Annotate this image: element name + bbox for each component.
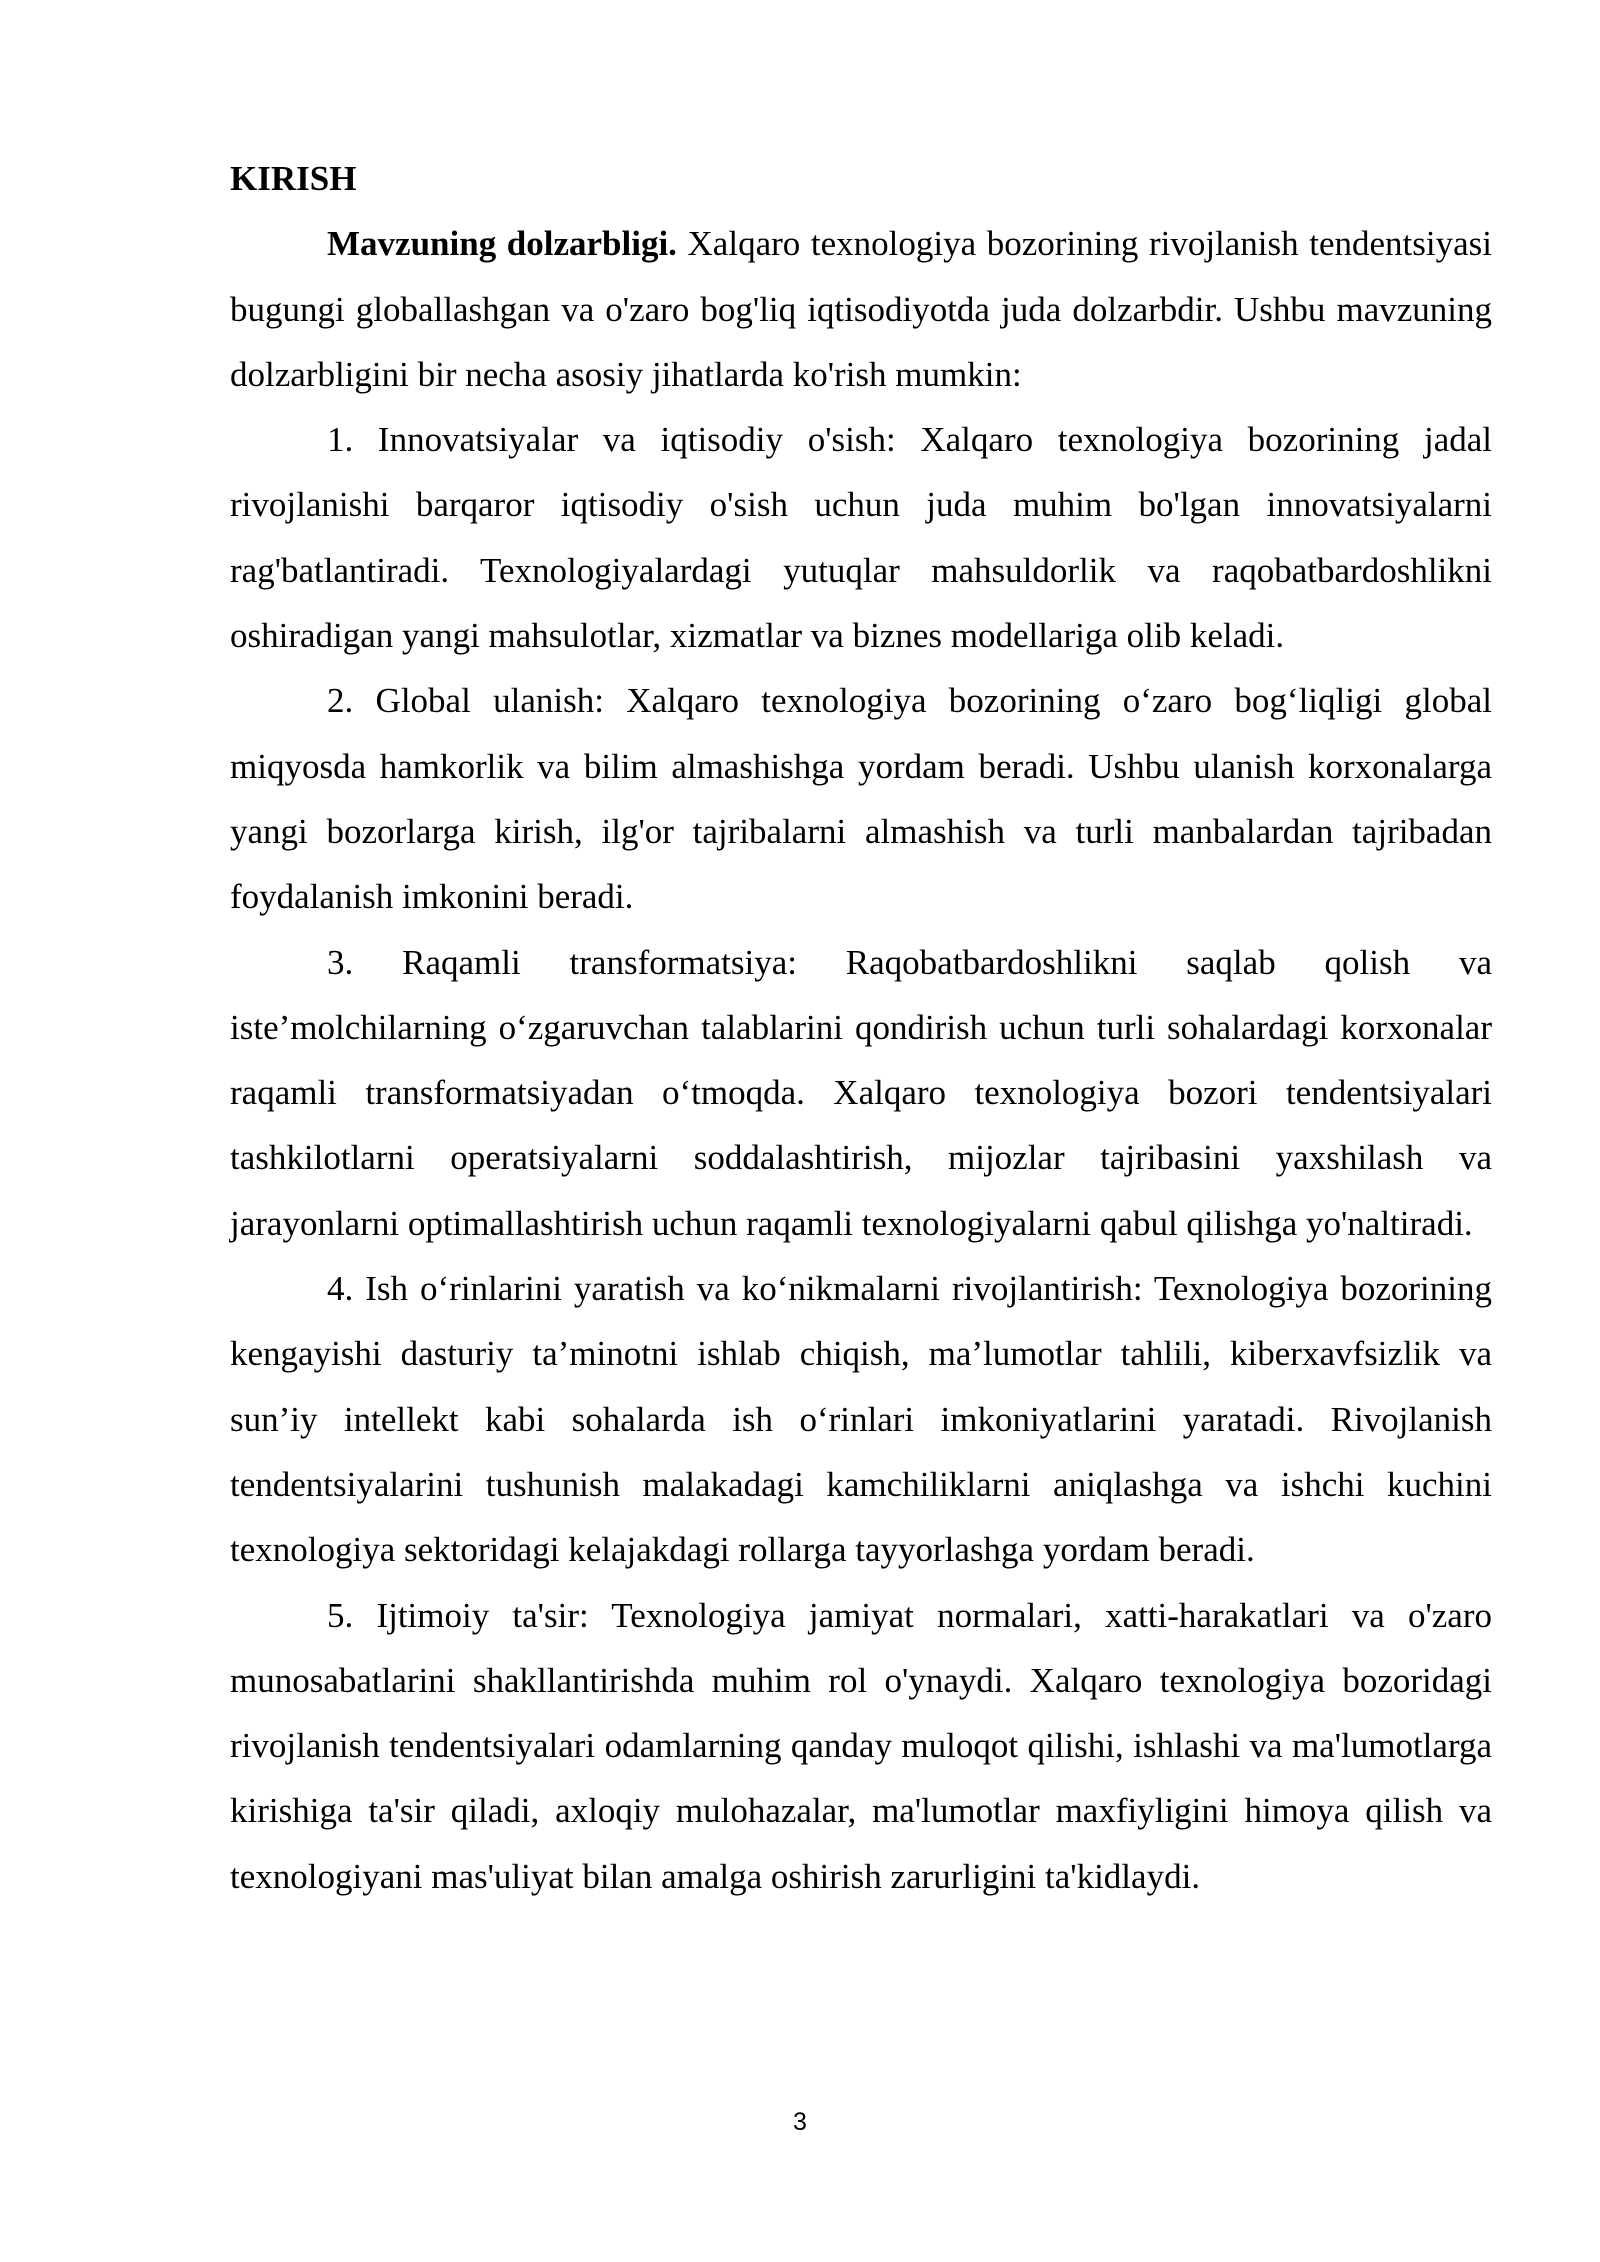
list-item-2: 2. Global ulanish: Xalqaro texnologiya bozorining o‘zaro bog‘liqligi global miqyosda hamkorlik va bilim almashishga yordam beradi. Ushbu ulanish korxonalarga yangi bozorlarga kirish, ilg'or tajribalarni almashish va turli manbalardan tajribadan foydalanish imkonini beradi. [230, 681, 1492, 917]
list-item-3: 3. Raqamli transformatsiya: Raqobatbardoshlikni saqlab qolish va iste’molchilarning o‘zgaruvchan talablarini qondirish uchun turli sohalardagi korxonalar raqamli transformatsiyadan o‘tmoqda. Xalqaro texnologiya bozori tendentsiyalari tashkilotlarni operatsiyalarni soddalashtirish, mijozlar tajribasini yaxshilash va jarayonlarni optimallashtirish uchun raqamli texnologiyalarni qabul qilishga yo'naltiradi. [230, 942, 1492, 1243]
intro-paragraph [230, 211, 1492, 407]
list-item-5: 5. Ijtimoiy ta'sir: Texnologiya jamiyat normalari, xatti-harakatlari va o'zaro munosabatlarini shakllantirishda muhim rol o'ynaydi. Xalqaro texnologiya bozoridagi rivojlanish tendentsiyalari odamlarning qanday muloqot qilishi, ishlashi va ma'lumotlarga kirishiga ta'sir qiladi, axloqiy mulohazalar, ma'lumotlar maxfiyligini himoya qilish va texnologiyani mas'uliyat bilan amalga oshirish zarurligini ta'kidlaydi. [230, 1595, 1492, 1896]
list-item-4: 4. Ish o‘rinlarini yaratish va ko‘nikmalarni rivojlantirish: Texnologiya bozorining kengayishi dasturiy ta’minotni ishlab chiqish, ma’lumotlar tahlili, kiberxavfsizlik va sun’iy intellekt kabi sohalarda ish o‘rinlari imkoniyatlarini yaratadi. Rivojlanish tendentsiyalarini tushunish malakadagi kamchiliklarni aniqlashga va ishchi kuchini texnologiya sektoridagi kelajakdagi rollarga tayyorlashga yordam beradi. [230, 1269, 1492, 1570]
intro-lead: Mavzuning dolzarbligi. [327, 224, 677, 264]
intro-text: Xalqaro texnologiya bozorining rivojlanish tendentsiyasi bugungi globallashgan va o'zaro bog'liq iqtisodiyotda juda dolzarbdir. Ushbu mavzuning dolzarbligini bir necha asosiy jihatlarda ko'rish mumkin: [230, 224, 1492, 394]
page-content [230, 146, 1492, 1909]
section-heading: KIRISH [230, 159, 357, 198]
list-item-1: 1. Innovatsiyalar va iqtisodiy o'sish: Xalqaro texnologiya bozorining jadal rivojlanishi barqaror iqtisodiy o'sish uchun juda muhim bo'lgan innovatsiyalarni rag'batlantiradi. Texnologiyalardagi yutuqlar mahsuldorlik va raqobatbardoshlikni oshiradigan yangi mahsulotlar, xizmatlar va biznes modellariga olib keladi. [230, 420, 1492, 656]
page-number: 3 [793, 2108, 807, 2136]
